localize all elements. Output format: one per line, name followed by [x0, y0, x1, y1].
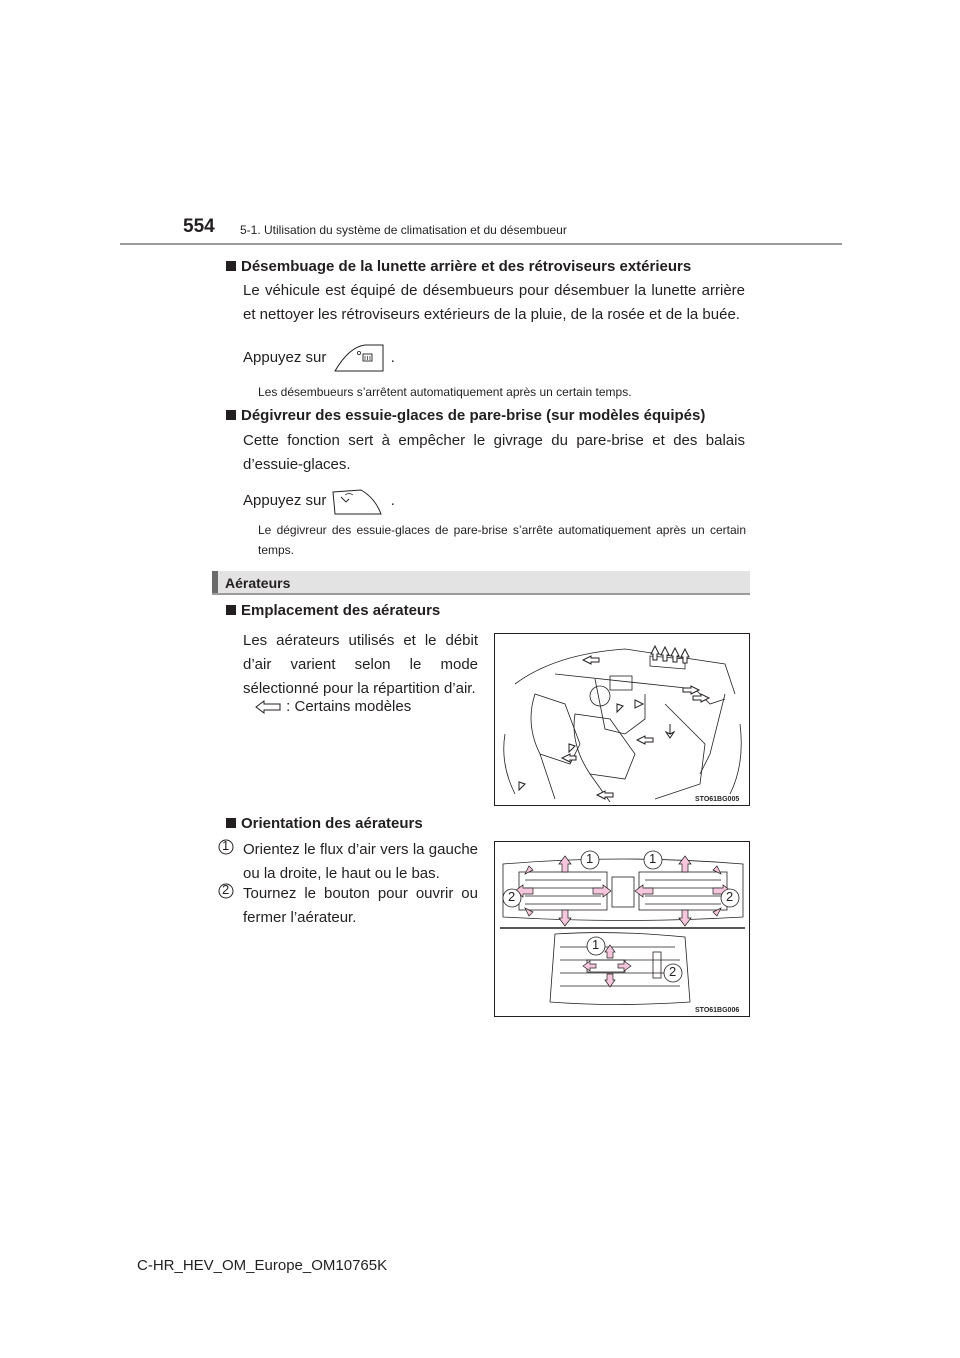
- wiper-deicer-heading-text: Dégivreur des essuie-glaces de pare-brise (sur modèles équipés): [241, 407, 706, 424]
- hollow-arrow-legend-icon: [254, 699, 282, 715]
- figure-code: STO61BG006: [695, 1007, 740, 1014]
- wiper-deicer-press-line: [243, 486, 443, 516]
- figure-code: STO61BG005: [695, 796, 740, 803]
- defog-heading: [226, 258, 691, 275]
- figure-label-2: 2: [508, 889, 516, 904]
- vent-orientation-figure: [494, 841, 750, 1017]
- vent-location-heading-text: Emplacement des aérateurs: [241, 602, 441, 619]
- defog-note: Les désembueurs s’arrêtent automatiquement après un certain temps.: [258, 385, 632, 399]
- figure-label-2: 2: [726, 889, 734, 904]
- wiper-deicer-heading: [226, 407, 705, 424]
- car-interior-illustration: [495, 634, 750, 806]
- header-divider: [120, 243, 842, 245]
- step-2-number: 2: [222, 882, 230, 897]
- wiper-deicer-press-label: Appuyez sur: [243, 491, 327, 509]
- rear-defogger-button-icon: [331, 343, 387, 373]
- page-number: 554: [183, 216, 215, 237]
- vent-location-heading: [226, 602, 440, 619]
- defog-heading-text: Désembuage de la lunette arrière et des rétroviseurs extérieurs: [241, 258, 692, 275]
- bullet-square-icon: [226, 818, 236, 828]
- step-1-text: Orientez le flux d’air vers la gauche ou la droite, le haut ou le bas.: [243, 841, 478, 882]
- bullet-square-icon: [226, 410, 236, 420]
- vent-orientation-heading-text: Orientation des aérateurs: [241, 815, 423, 832]
- section-title: Aérateurs: [225, 575, 291, 591]
- wiper-deicer-body: Cette fonction sert à empêcher le givrage du pare-brise et des balais d’essuie-glaces.: [243, 432, 745, 473]
- wiper-deicer-press-suffix: .: [390, 491, 395, 509]
- step-2-text: Tournez le bouton pour ouvrir ou fermer l’aérateur.: [243, 885, 478, 926]
- figure-label-1: 1: [649, 851, 657, 866]
- figure-label-2: 2: [669, 964, 677, 979]
- wiper-deicer-note: Le dégivreur des essuie-glaces de pare-brise s’arrête automatiquement après un certain temps.: [258, 523, 746, 557]
- defog-press-line: [243, 343, 443, 373]
- defog-press-suffix: .: [390, 348, 395, 366]
- vent-orientation-heading: [226, 815, 423, 832]
- section-header-aerateurs: [212, 571, 750, 595]
- bullet-square-icon: [226, 261, 236, 271]
- section-tab-marker: [212, 571, 218, 593]
- step-1-number: 1: [222, 838, 230, 853]
- defog-body: Le véhicule est équipé de désembueurs pour désembuer la lunette arrière et nettoyer les rétroviseurs extérieurs de la pluie, de la rosée et de la buée.: [243, 282, 745, 323]
- figure-label-1: 1: [592, 937, 600, 952]
- vent-panel-illustration: [495, 842, 750, 1017]
- legend-text: : Certains modèles: [286, 698, 412, 715]
- document-id: C-HR_HEV_OM_Europe_OM10765K: [137, 1257, 388, 1274]
- vent-location-figure: [494, 633, 750, 806]
- figure-label-1: 1: [586, 851, 594, 866]
- defog-press-label: Appuyez sur: [243, 348, 327, 366]
- bullet-square-icon: [226, 605, 236, 615]
- wiper-deicer-button-icon: [331, 486, 387, 516]
- vent-location-body: Les aérateurs utilisés et le débit d’air varient selon le mode sélectionné pour la répartition d’air.: [243, 632, 478, 697]
- chapter-title: 5-1. Utilisation du système de climatisation et du désembueur: [240, 223, 567, 237]
- vent-location-legend: [254, 695, 474, 719]
